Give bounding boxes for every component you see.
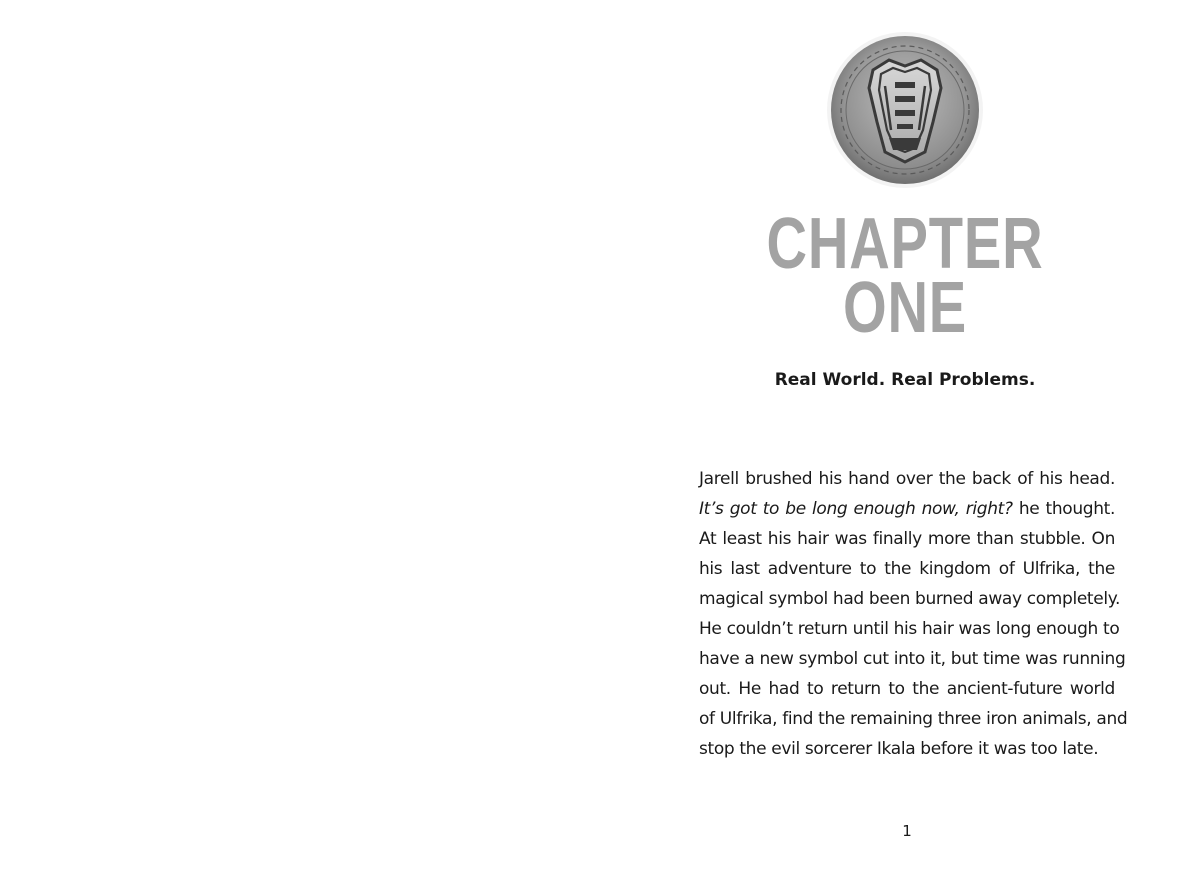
body-line-rest: he thought. — [1012, 499, 1116, 519]
body-line: magical symbol had been burned away completely. — [699, 589, 1121, 609]
body-paragraph — [699, 464, 1128, 764]
body-line: out. He had to return to the ancient-future world — [699, 679, 1115, 699]
body-line: of Ulfrika, find the remaining three iron animals, and — [699, 709, 1128, 729]
chapter-heading-line2: ONE — [842, 268, 968, 348]
chapter-subtitle: Real World. Real Problems. — [774, 370, 1036, 390]
right-page — [600, 0, 1200, 872]
chapter-heading — [745, 204, 1065, 348]
iron-armor-emblem-icon — [825, 30, 985, 190]
body-line — [699, 494, 1115, 524]
chapter-heading-line1: CHAPTER — [766, 204, 1044, 284]
italic-thought: It’s got to be long enough now, right? — [699, 499, 1013, 519]
body-line: have a new symbol cut into it, but time was running — [699, 649, 1126, 669]
page-number: 1 — [902, 822, 912, 840]
body-line: At least his hair was finally more than stubble. On — [699, 529, 1115, 549]
body-line: stop the evil sorcerer Ikala before it was too late. — [699, 739, 1099, 759]
body-line: Jarell brushed his hand over the back of his head. — [699, 469, 1115, 489]
body-line: He couldn’t return until his hair was long enough to — [699, 619, 1120, 639]
body-line: his last adventure to the kingdom of Ulfrika, the — [699, 559, 1115, 579]
